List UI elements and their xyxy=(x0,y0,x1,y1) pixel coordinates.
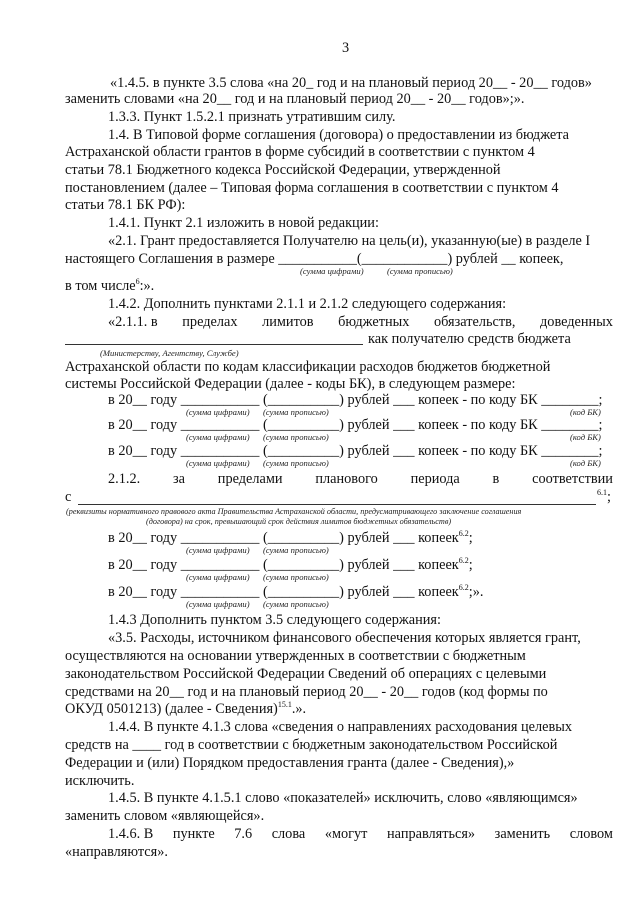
footnote-ref: 6 xyxy=(135,277,140,286)
text-line: 1.4.2. Дополнить пунктами 2.1.1 и 2.1.2 следующего содержания: xyxy=(108,296,507,312)
text-line-justified: 1.4.6. В пункте 7.6 слова «могут направляться» заменить словом xyxy=(108,826,613,842)
caption-sum-digits: (сумма цифрами) xyxy=(186,458,250,468)
text-line: постановлением (далее – Типовая форма соглашения в соответствии с пунктом 4 xyxy=(65,180,559,196)
caption-sum-digits: (сумма цифрами) xyxy=(186,545,250,555)
caption-requisites: (договора) на срок, превышающий срок действия лимитов бюджетных обязательств) xyxy=(146,517,452,526)
bk-row: в 20__ году ___________ (__________) рублей ___ копеек - по коду БК ________; xyxy=(108,392,603,408)
caption-sum-words: (сумма прописью) xyxy=(263,432,329,442)
text-line-justified: «2.1.1. в пределах лимитов бюджетных обязательств, доведенных xyxy=(108,314,613,330)
footnote-ref: 6.1 xyxy=(597,488,607,497)
text-line: ОКУД 0501213) (далее - Сведения)$^{15.1}$.». xyxy=(65,700,307,717)
limit-row: в 20__ году ___________ (__________) рублей ___ копеек$^{6.2}$;». xyxy=(108,583,484,600)
footnote-ref: 6.2 xyxy=(458,529,469,538)
limit-row: в 20__ году ___________ (__________) рублей ___ копеек$^{6.2}$; xyxy=(108,556,473,573)
caption-requisites: (реквизиты нормативного правового акта Правительства Астраханской области, предусматривающего заключение соглашения xyxy=(66,507,522,516)
text-line: Федерации и (или) Порядком предоставления гранта (далее - Сведения),» xyxy=(65,755,515,771)
text-line: осуществляются на основании утвержденных в соответствии с бюджетным xyxy=(65,648,526,664)
text-line: в том числе$^6$:». xyxy=(65,277,155,294)
caption-bk-code: (код БК) xyxy=(570,407,601,417)
text-line: как получателю средств бюджета xyxy=(368,331,571,347)
text-line: 1.4.4. В пункте 4.1.3 слова «сведения о направлениях расходования целевых xyxy=(108,719,572,735)
footnote-ref: 6.2 xyxy=(458,556,469,565)
caption-sum-digits: (сумма цифрами) xyxy=(186,407,250,417)
text-line-justified: 2.1.2. за пределами планового периода в соответствии xyxy=(108,471,613,487)
caption-sum-words: (сумма прописью) xyxy=(263,545,329,555)
caption-sum-digits: (сумма цифрами) xyxy=(186,432,250,442)
text-line: статьи 78.1 Бюджетного кодекса Российской Федерации, утвержденной xyxy=(65,162,501,178)
text-line: исключить. xyxy=(65,773,135,789)
blank-line xyxy=(78,504,596,505)
text-line: «2.1. Грант предоставляется Получателю на цель(и), указанную(ые) в разделе I xyxy=(108,233,591,249)
caption-sum-words: (сумма прописью) xyxy=(387,266,453,276)
text-line: «1.4.5. в пункте 3.5 слова «на 20_ год и на плановый период 20__ - 20__ годов» xyxy=(110,75,592,91)
text-line: 1.4.3 Дополнить пунктом 3.5 следующего содержания: xyxy=(108,612,441,628)
text-line: «направляются». xyxy=(65,844,168,860)
text-line: 1.4. В Типовой форме соглашения (договора) о предоставлении из бюджета xyxy=(108,127,570,143)
text-line: законодательством Российской Федерации Сведений об операциях с целевыми xyxy=(65,666,547,682)
caption-sum-words: (сумма прописью) xyxy=(263,407,329,417)
text-line: 1.4.1. Пункт 2.1 изложить в новой редакции: xyxy=(108,215,379,231)
text-line: средств на ____ год в соответствии с бюджетным законодательством Российской xyxy=(65,737,558,753)
text-line: заменить словом «являющейся». xyxy=(65,808,265,824)
caption-sum-digits: (сумма цифрами) xyxy=(186,572,250,582)
caption-sum-digits: (сумма цифрами) xyxy=(300,266,364,276)
text-line: с xyxy=(65,489,72,505)
text-line: 1.4.5. В пункте 4.1.5.1 слово «показателей» исключить, слово «являющимся» xyxy=(108,790,578,806)
text-line: системы Российской Федерации (далее - коды БК), в следующем размере: xyxy=(65,376,516,392)
caption-bk-code: (код БК) xyxy=(570,432,601,442)
caption-bk-code: (код БК) xyxy=(570,458,601,468)
text-line: настоящего Соглашения в размере ___________(____________) рублей __ копеек, xyxy=(65,251,564,267)
text-line: 1.3.3. Пункт 1.5.2.1 признать утратившим силу. xyxy=(108,109,396,125)
footnote-ref: 15.1 xyxy=(277,700,292,709)
page-number: 3 xyxy=(342,40,350,56)
text-line: Астраханской области грантов в форме субсидий в соответствии с пунктом 4 xyxy=(65,144,535,160)
text-line: $^{6.1}$; xyxy=(597,488,611,505)
caption-sum-words: (сумма прописью) xyxy=(263,458,329,468)
text-line: статьи 78.1 БК РФ): xyxy=(65,197,186,213)
caption-sum-words: (сумма прописью) xyxy=(263,599,329,609)
blank-line xyxy=(65,344,363,345)
text-line: средствами на 20__ год и на плановый период 20__ - 20__ годов (код формы по xyxy=(65,684,548,700)
bk-row: в 20__ году ___________ (__________) рублей ___ копеек - по коду БК ________; xyxy=(108,443,603,459)
caption-ministry: (Министерству, Агентству, Службе) xyxy=(100,348,239,358)
caption-sum-digits: (сумма цифрами) xyxy=(186,599,250,609)
text-line: «3.5. Расходы, источником финансового обеспечения которых является грант, xyxy=(108,630,581,646)
text-line: Астраханской области по кодам классификации расходов бюджетов бюджетной xyxy=(65,359,551,375)
text-line: заменить словами «на 20__ год и на плановый период 20__ - 20__ годов»;». xyxy=(65,91,525,107)
caption-sum-words: (сумма прописью) xyxy=(263,572,329,582)
bk-row: в 20__ году ___________ (__________) рублей ___ копеек - по коду БК ________; xyxy=(108,417,603,433)
limit-row: в 20__ году ___________ (__________) рублей ___ копеек$^{6.2}$; xyxy=(108,529,473,546)
footnote-ref: 6.2 xyxy=(458,583,469,592)
